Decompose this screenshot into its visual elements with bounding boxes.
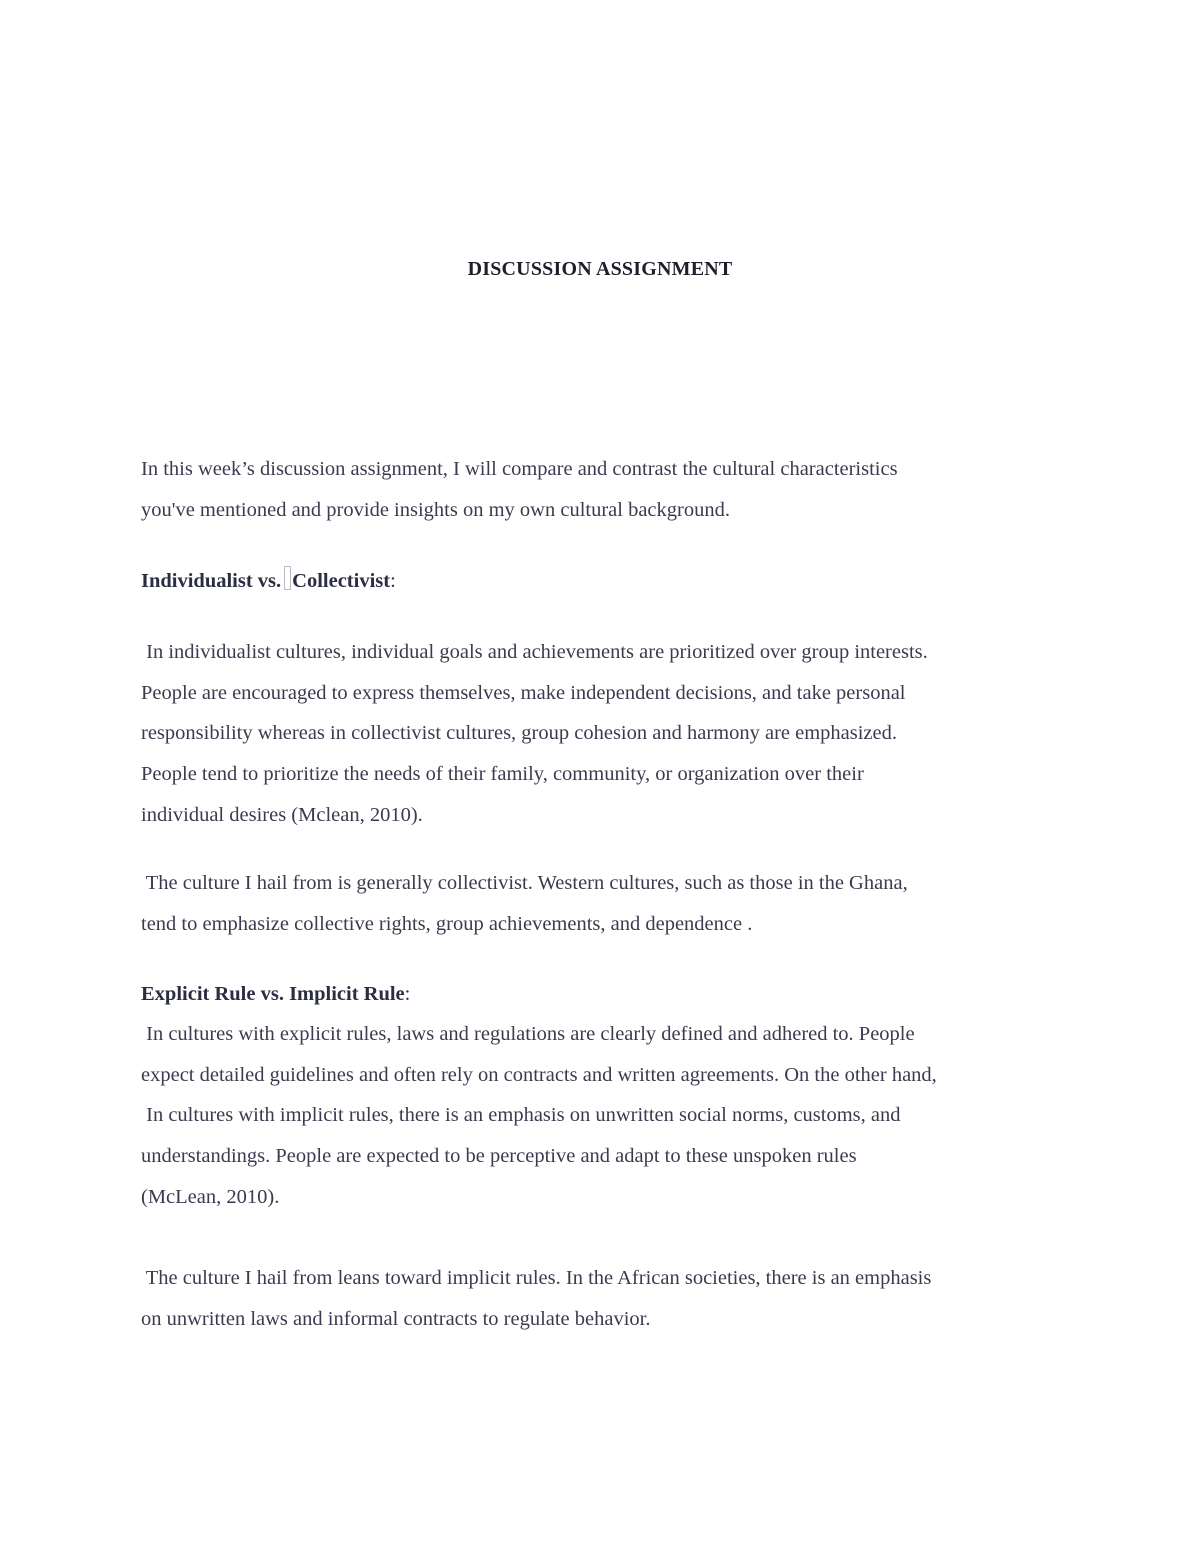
intro-line: In this week’s discussion assignment, I will compare and contrast the cultural characteristics [141, 458, 898, 480]
paragraph-line: on unwritten laws and informal contracts to regulate behavior. [141, 1307, 651, 1330]
paragraph-line: expect detailed guidelines and often rely on contracts and written agreements. On the other hand, [141, 1063, 937, 1086]
heading-colon: : [404, 983, 411, 1005]
individualist-paragraph [141, 632, 1071, 836]
paragraph-line: In cultures with explicit rules, laws and regulations are clearly defined and adhered to. People [141, 1023, 915, 1045]
text-cursor-box [284, 566, 291, 590]
intro-line: you've mentioned and provide insights on my own cultural background. [141, 498, 730, 521]
paragraph-line: The culture I hail from is generally collectivist. Western cultures, such as those in the Ghana, [141, 872, 908, 894]
section-heading-explicit-implicit [141, 979, 410, 1009]
heading-text: Collectivist [292, 570, 391, 592]
paragraph-line: tend to emphasize collective rights, group achievements, and dependence . [141, 912, 753, 935]
explicit-implicit-paragraph [141, 1014, 1071, 1218]
paragraph-line: People are encouraged to express themselves, make independent decisions, and take personal [141, 681, 906, 704]
heading-text: Individualist vs. [141, 570, 282, 592]
collectivist-culture-paragraph [141, 863, 1071, 944]
paragraph-line: People tend to prioritize the needs of their family, community, or organization over their [141, 763, 864, 786]
paragraph-line: understandings. People are expected to be perceptive and adapt to these unspoken rules [141, 1145, 857, 1168]
document-title: DISCUSSION ASSIGNMENT [467, 258, 733, 280]
paragraph-line: individual desires (Mclean, 2010). [141, 803, 423, 826]
paragraph-line: The culture I hail from leans toward implicit rules. In the African societies, there is an emphasis [141, 1267, 932, 1289]
paragraph-line: responsibility whereas in collectivist cultures, group cohesion and harmony are emphasized. [141, 722, 898, 745]
intro-paragraph [141, 449, 1071, 530]
section-heading-individualist [141, 566, 396, 596]
paragraph-line: (McLean, 2010). [141, 1185, 280, 1208]
implicit-culture-paragraph [141, 1258, 1071, 1339]
paragraph-line: In individualist cultures, individual goals and achievements are prioritized over group interests. [141, 641, 928, 663]
paragraph-line: In cultures with implicit rules, there is an emphasis on unwritten social norms, customs, and [141, 1104, 901, 1127]
heading-colon: : [390, 570, 396, 592]
heading-text: Explicit Rule vs. Implicit Rule [141, 983, 405, 1005]
